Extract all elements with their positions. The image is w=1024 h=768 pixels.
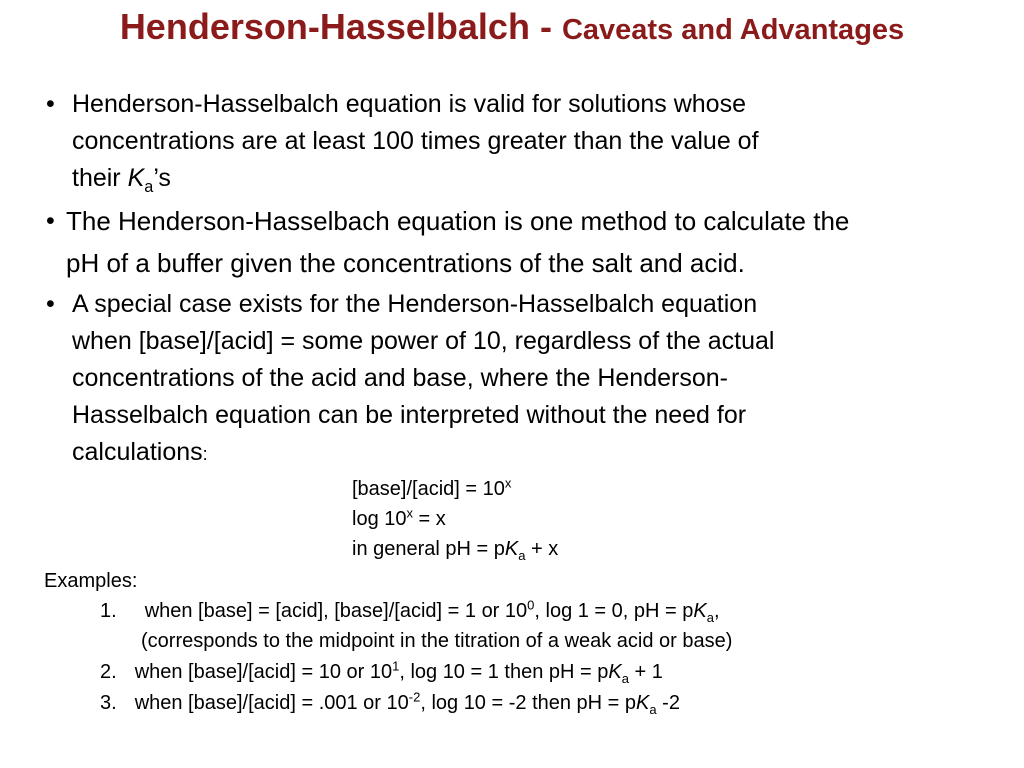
bullet-dot: • xyxy=(46,90,55,118)
bullet-dot: • xyxy=(46,290,55,318)
example-number: 2. xyxy=(100,661,117,683)
bullet-dot: • xyxy=(46,207,55,235)
bullet-line: Hasselbalch equation can be interpreted without the need for xyxy=(72,401,747,429)
formula-general: in general pH = $pK_a + x$ xyxy=(352,538,559,563)
example-2: 2. when [base]/[acid] = 10 or $10^1$, log 10 = 1 then pH = $pK_a + 1$ xyxy=(100,658,663,686)
bullet-line: their $K_a’s$ xyxy=(72,164,171,196)
example-number: 1. xyxy=(100,600,117,622)
example-1: 1. when [base] = [acid], [base]/[acid] = 1 or $10^0$, log 1 = 0, pH = $pK_a$, xyxy=(100,597,720,625)
bullet-line: Henderson-Hasselbalch equation is valid for solutions whose xyxy=(72,90,746,118)
formula-ratio: [base]/[acid] = $10^x$ xyxy=(352,475,512,500)
bullet-line: pH of a buffer given the concentrations of the salt and acid. xyxy=(66,248,745,278)
bullet-line: concentrations are at least 100 times greater than the value of xyxy=(72,127,759,155)
formula-log: $\log 10^x = x$ xyxy=(352,505,446,530)
example-number: 3. xyxy=(100,692,117,714)
title-sub: Caveats and Advantages xyxy=(561,14,905,46)
bullet-line: The Henderson-Hasselbach equation is one method to calculate the xyxy=(66,206,850,236)
bullet-line: A special case exists for the Henderson-Hasselbalch equation xyxy=(72,290,758,318)
example-1-note: (corresponds to the midpoint in the titration of a weak acid or base) xyxy=(141,630,733,652)
bullet-method xyxy=(46,200,850,284)
bullet-line: calculations: xyxy=(72,438,208,466)
examples-heading: Examples: xyxy=(44,570,138,592)
example-3: 3. when [base]/[acid] = .001 or $10^{-2}$, log 10 = -2 then pH = $pK_a$ -2 xyxy=(100,689,680,717)
bullet-line: concentrations of the acid and base, where the Henderson- xyxy=(72,364,728,392)
slide-title xyxy=(0,6,1024,48)
bullet-special-case xyxy=(46,286,775,473)
bullet-validity xyxy=(46,86,759,197)
title-main: Henderson-Hasselbalch - xyxy=(119,6,562,47)
bullet-line: when [base]/[acid] = some power of 10, regardless of the actual xyxy=(72,327,775,355)
